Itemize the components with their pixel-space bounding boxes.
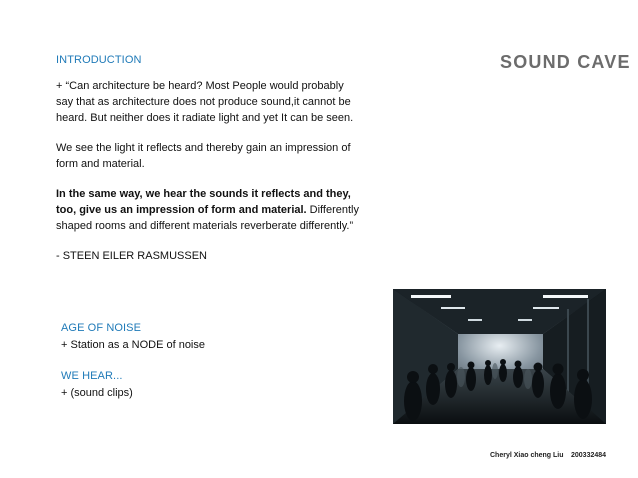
- rasmussen-quote: [56, 78, 376, 264]
- quote-normal-fragment: Differently: [306, 204, 359, 216]
- we-hear-heading: WE HEAR...: [61, 370, 123, 382]
- quote-line: shaped rooms and different materials reverberate differently.”: [56, 220, 354, 232]
- student-id: 200332484: [571, 452, 607, 459]
- quote-line: We see the light it reflects and thereby gain an impression of: [56, 142, 351, 154]
- quote-line: form and material.: [56, 158, 145, 170]
- author-name: Cheryl Xiao cheng Liu: [490, 452, 564, 459]
- we-hear-item: + (sound clips): [61, 387, 133, 399]
- quote-line: + “Can architecture be heard? Most People would probably: [56, 80, 344, 92]
- station-crowd-photo: [393, 289, 606, 424]
- introduction-heading: INTRODUCTION: [56, 54, 142, 66]
- quote-line: heard. But neither does it radiate light and yet It can be seen.: [56, 112, 354, 124]
- quote-line-mixed: [56, 202, 376, 218]
- brand-title: SOUND CAVE: [500, 52, 631, 72]
- quote-bold-fragment: too, give us an impression of form and material.: [56, 204, 307, 216]
- quote-bold-line: In the same way, we hear the sounds it reflects and they,: [56, 188, 351, 200]
- age-of-noise-item: + Station as a NODE of noise: [61, 339, 205, 351]
- age-of-noise-heading: AGE OF NOISE: [61, 322, 142, 334]
- quote-attribution: - STEEN EILER RASMUSSEN: [56, 250, 207, 262]
- quote-line: say that as architecture does not produce sound,it cannot be: [56, 96, 351, 108]
